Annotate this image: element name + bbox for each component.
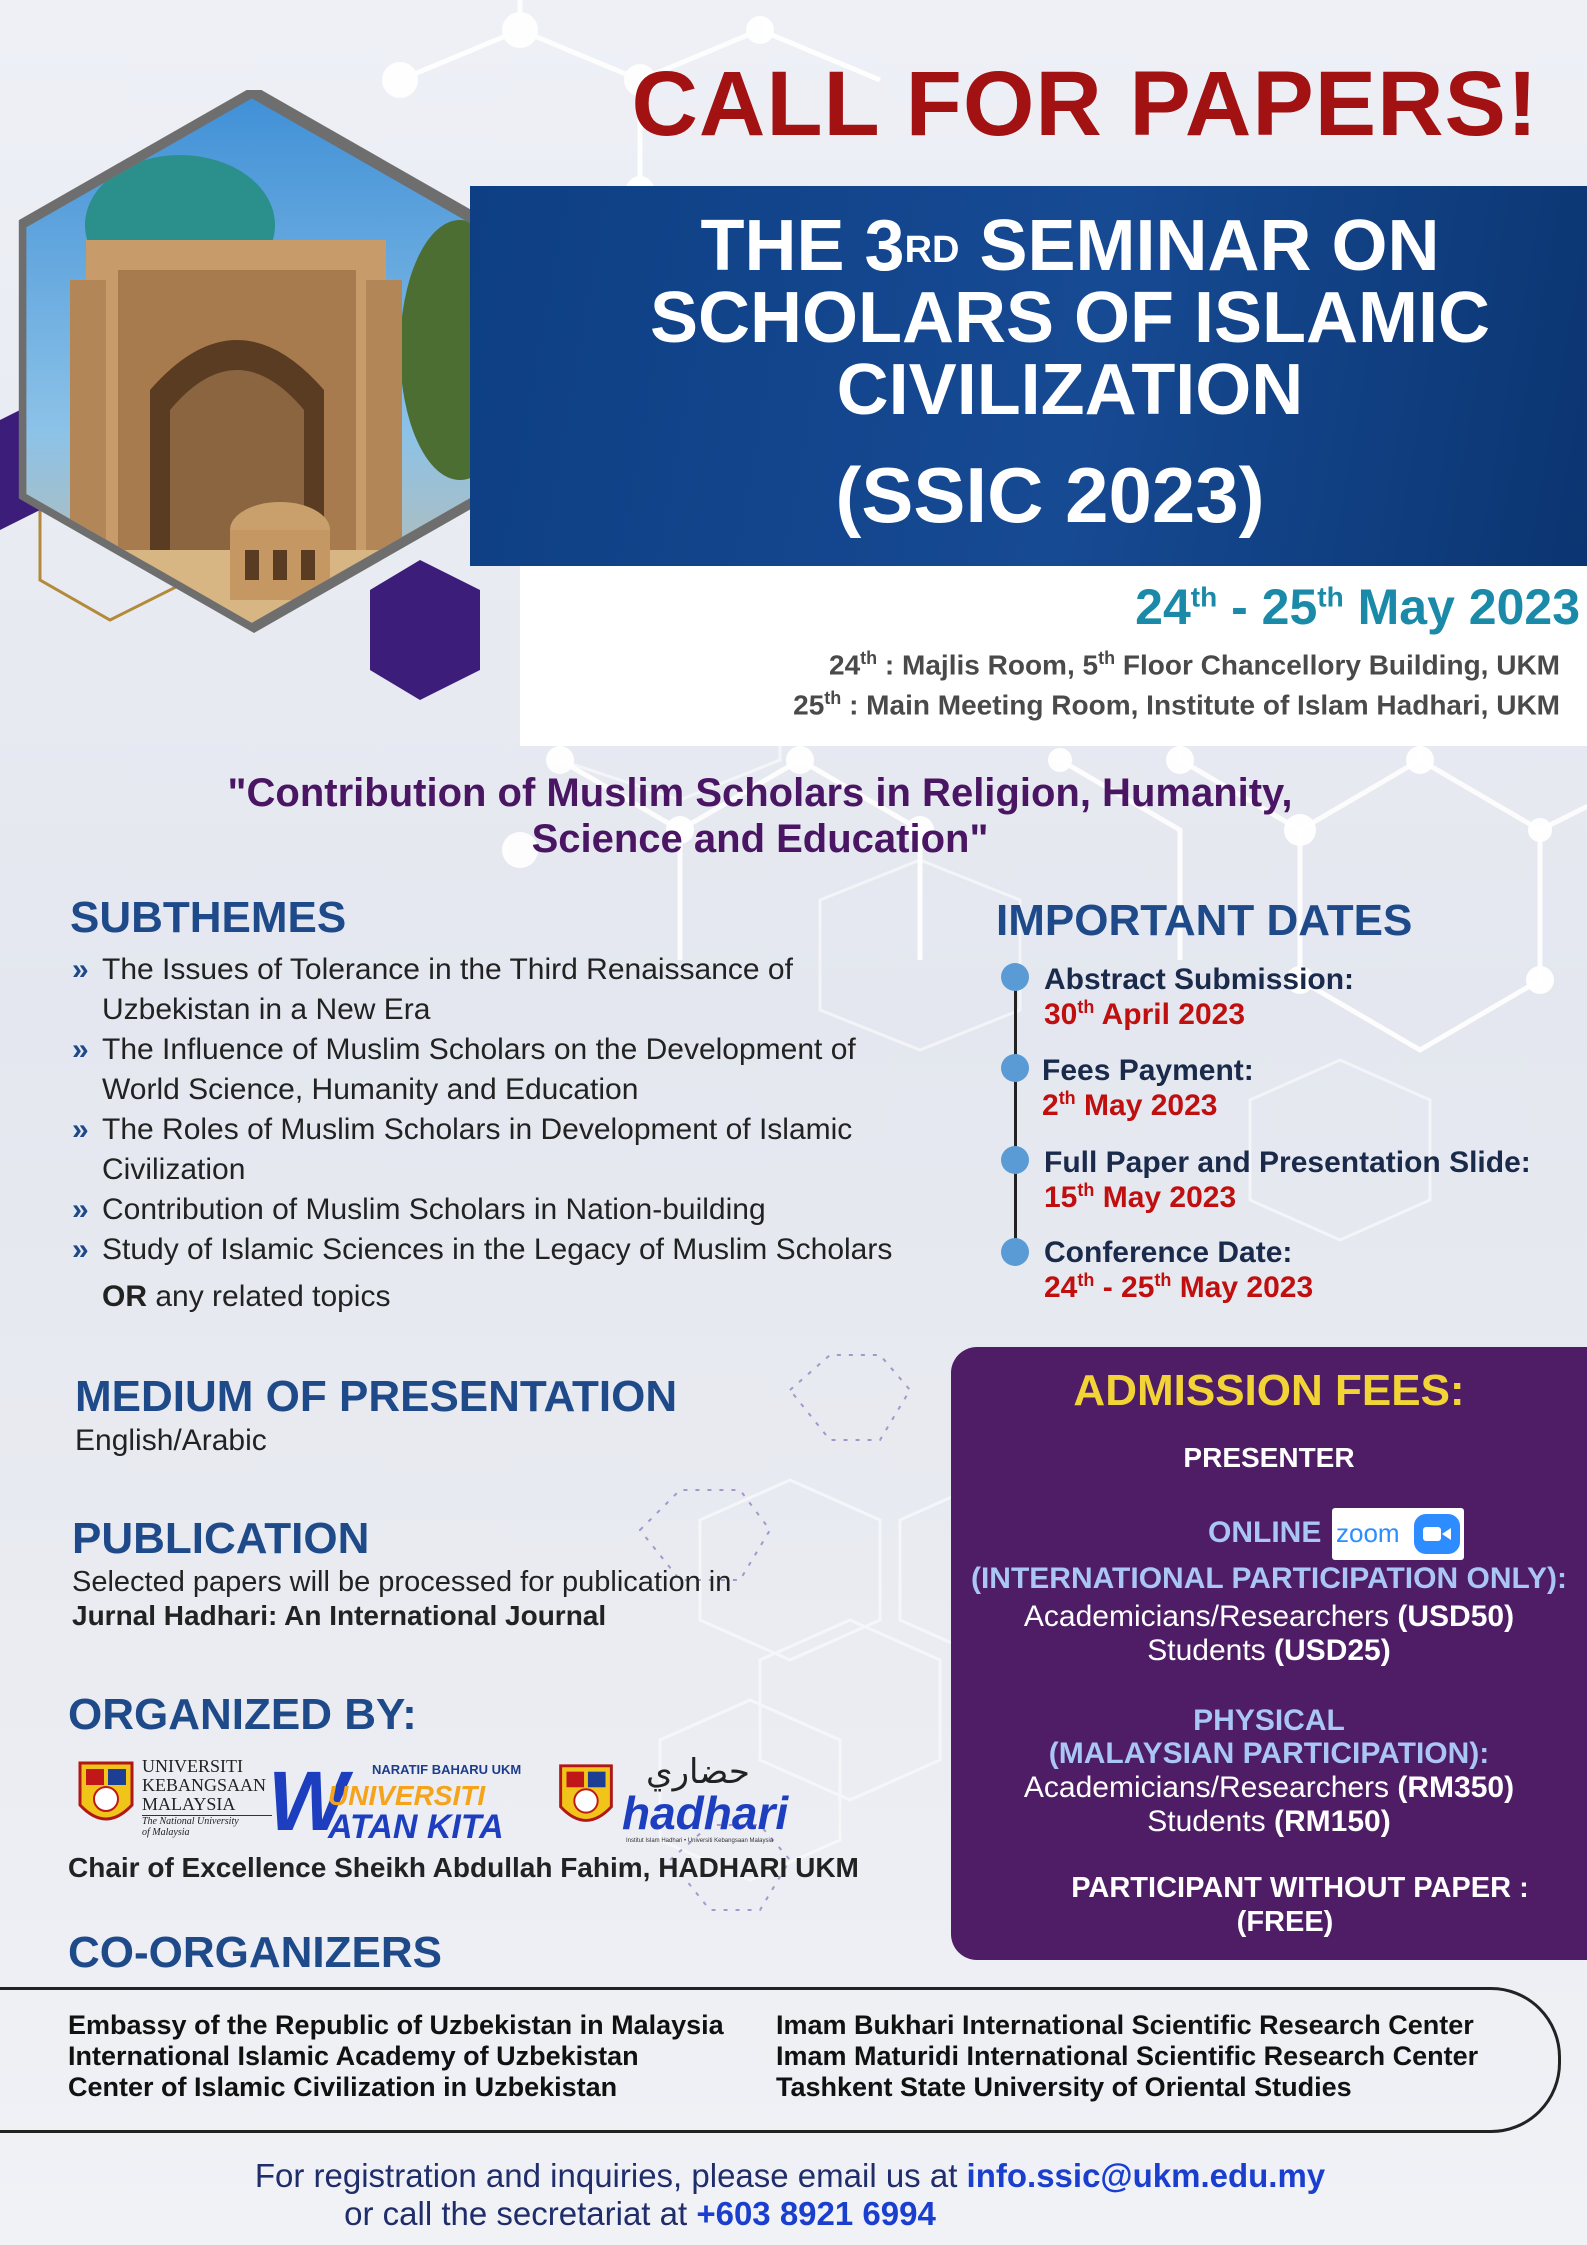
co-organizers-heading: CO-ORGANIZERS — [68, 1928, 442, 1977]
event-dates: 24th - 25th May 2023 — [1135, 579, 1580, 635]
mosque-hexagon-frame — [0, 90, 520, 710]
malaysian-label: (MALAYSIAN PARTICIPATION): — [1048, 1737, 1490, 1770]
subthemes-list — [72, 950, 972, 1270]
list-item: Center of Islamic Civilization in Uzbekistan — [68, 2072, 618, 2102]
subthemes-heading: SUBTHEMES — [70, 893, 347, 942]
universiti-watan-kita-logo: W NARATIF BAHARU UKM UNIVERSITI ATAN KITA — [268, 1754, 522, 1848]
my-academician-fee: Academicians/Researchers (RM350) — [1023, 1771, 1515, 1804]
timeline-dot — [1001, 1146, 1029, 1174]
timeline-line — [1014, 975, 1017, 1255]
online-label: ONLINE — [1208, 1516, 1322, 1549]
timeline-dot — [1001, 963, 1029, 991]
date-label: Fees Payment: — [1042, 1054, 1254, 1087]
venue-day2: 25th : Main Meeting Room, Institute of Islam Hadhari, UKM — [793, 688, 1560, 721]
date-value: 30th April 2023 — [1044, 997, 1246, 1031]
list-item: Imam Maturidi International Scientific Research Center — [776, 2041, 1479, 2071]
timeline-dot — [1001, 1054, 1029, 1082]
chevron-right-icon: » — [72, 1233, 89, 1266]
date-value: 2th May 2023 — [1042, 1088, 1218, 1122]
registration-line: For registration and inquiries, please email us at info.ssic@ukm.edu.my — [254, 2157, 1326, 2194]
presenter-label: PRESENTER — [1183, 1442, 1355, 1473]
chevron-right-icon: » — [72, 1033, 89, 1066]
publication-text: Selected papers will be processed for publication in — [72, 1566, 732, 1598]
list-item: International Islamic Academy of Uzbekistan — [68, 2041, 639, 2071]
no-paper-label: PARTICIPANT WITHOUT PAPER : — [1071, 1872, 1529, 1904]
other-topics-note: OR any related topics — [102, 1280, 391, 1313]
secretariat-line: or call the secretariat at +603 8921 6994 — [344, 2195, 936, 2232]
free-label: (FREE) — [1236, 1906, 1334, 1938]
zoom-logo: zoom — [1332, 1508, 1464, 1560]
chair-of-excellence: Chair of Excellence Sheikh Abdullah Fahim, HADHARI UKM — [68, 1852, 859, 1883]
seminar-acronym: (SSIC 2023) — [835, 451, 1265, 539]
medium-heading: MEDIUM OF PRESENTATION — [75, 1372, 678, 1421]
medium-value: English/Arabic — [75, 1424, 267, 1457]
list-item: » The Issues of Tolerance in the Third Renaissance of Uzbekistan in a New Era — [72, 950, 972, 1030]
important-dates-heading: IMPORTANT DATES — [996, 896, 1413, 945]
list-item: » Contribution of Muslim Scholars in Nation-building — [72, 1190, 972, 1230]
hadhari-logo: حضاري hadhari Institut Islam Hadhari • Universiti Kebangsaan Malaysia — [556, 1752, 818, 1848]
date-label: Abstract Submission: — [1044, 963, 1355, 996]
chevron-right-icon: » — [72, 1193, 89, 1226]
journal-name: Jurnal Hadhari: An International Journal — [72, 1600, 607, 1631]
list-item: Tashkent State University of Oriental Studies — [776, 2072, 1352, 2102]
co-organizers-right — [776, 2010, 1478, 2103]
timeline-dot — [1001, 1238, 1029, 1266]
physical-label: PHYSICAL — [1193, 1704, 1345, 1737]
date-label: Full Paper and Presentation Slide: — [1044, 1146, 1531, 1179]
list-item: » Study of Islamic Sciences in the Legacy of Muslim Scholars — [72, 1230, 972, 1270]
list-item: Embassy of the Republic of Uzbekistan in Malaysia — [68, 2010, 724, 2040]
chevron-right-icon: » — [72, 953, 89, 986]
intl-student-fee: Students (USD25) — [1147, 1634, 1391, 1667]
date-label: Conference Date: — [1044, 1236, 1293, 1269]
ukm-logo: UNIVERSITI KEBANGSAAN MALAYSIA The National University of Malaysia — [76, 1755, 261, 1841]
seminar-theme: "Contribution of Muslim Scholars in Religion, Humanity, Science and Education" — [227, 771, 1293, 861]
admission-fees-heading: ADMISSION FEES: — [1073, 1366, 1465, 1415]
co-organizers-left — [68, 2010, 724, 2103]
date-value: 24th - 25th May 2023 — [1044, 1270, 1314, 1304]
international-label: (INTERNATIONAL PARTICIPATION ONLY): — [970, 1562, 1568, 1595]
list-item: Imam Bukhari International Scientific Research Center — [776, 2010, 1474, 2040]
venue-day1: 24th : Majlis Room, 5th Floor Chancellory Building, UKM — [829, 648, 1560, 681]
seminar-title: THE 3RD SEMINAR ON SCHOLARS OF ISLAMIC CIVILIZATION — [650, 206, 1490, 430]
phone-link[interactable]: +603 8921 6994 — [696, 2195, 936, 2232]
call-for-papers-heading: CALL FOR PAPERS! — [631, 53, 1539, 155]
date-value: 15th May 2023 — [1044, 1180, 1237, 1214]
list-item: » The Roles of Muslim Scholars in Development of Islamic Civilization — [72, 1110, 972, 1190]
chevron-right-icon: » — [72, 1113, 89, 1146]
intl-academician-fee: Academicians/Researchers (USD50) — [1023, 1600, 1515, 1633]
list-item: » The Influence of Muslim Scholars on the Development of World Science, Humanity and Education — [72, 1030, 972, 1110]
ukm-crest-icon — [76, 1755, 136, 1837]
my-student-fee: Students (RM150) — [1147, 1805, 1391, 1838]
video-camera-icon — [1414, 1514, 1460, 1554]
organized-by-heading: ORGANIZED BY: — [68, 1690, 417, 1739]
email-link[interactable]: info.ssic@ukm.edu.my — [966, 2157, 1326, 2194]
ukm-crest-icon — [556, 1758, 616, 1838]
publication-heading: PUBLICATION — [72, 1514, 370, 1563]
